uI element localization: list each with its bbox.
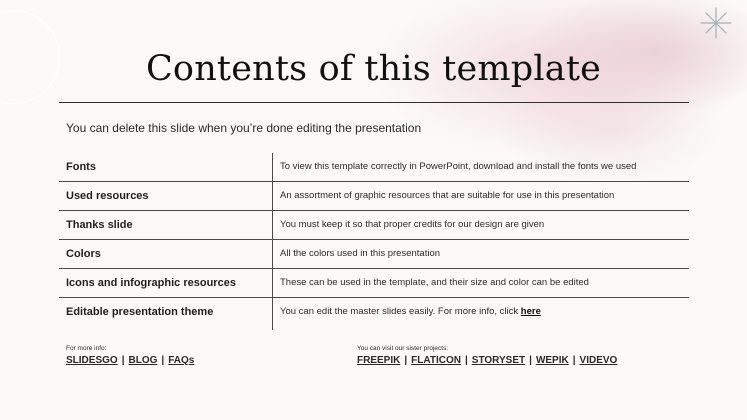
table-row-icons-infographic-resources: [59, 269, 689, 298]
row-label-colors: Colors: [66, 248, 101, 260]
table-row-editable-presentation-theme: [59, 298, 689, 330]
faqs-link[interactable]: FAQs: [168, 355, 195, 366]
row-label-editable-presentation-theme: Editable presentation theme: [66, 306, 214, 318]
row-description-prefix: You can edit the master slides easily. For more info, click: [280, 306, 521, 317]
footer-separator: |: [161, 355, 165, 366]
blog-link[interactable]: BLOG: [128, 355, 158, 366]
here-link[interactable]: here: [520, 306, 541, 317]
row-description-colors: All the colors used in this presentation: [280, 248, 441, 259]
contents-table: [59, 153, 689, 330]
freepik-link[interactable]: FREEPIK: [357, 355, 401, 366]
row-label-icons-infographic-resources: Icons and infographic resources: [66, 277, 236, 289]
footer-separator: |: [529, 355, 532, 366]
row-label-used-resources: Used resources: [66, 190, 149, 202]
footer-separator: |: [572, 355, 576, 366]
videvo-link[interactable]: VIDEVO: [579, 355, 618, 366]
flaticon-link[interactable]: FLATICON: [411, 355, 461, 366]
wepik-link[interactable]: WEPIK: [535, 355, 569, 366]
row-description-used-resources: An assortment of graphic resources that are suitable for use in this presentation: [280, 190, 615, 201]
table-row-used-resources: [59, 182, 689, 211]
footer-left-links: [66, 355, 194, 366]
row-description-fonts: To view this template correctly in PowerPoint, download and install the fonts we used: [280, 161, 637, 172]
title-divider: [59, 102, 689, 103]
row-description-editable-presentation-theme: [280, 306, 541, 317]
row-label-thanks-slide: Thanks slide: [66, 219, 133, 231]
footer-separator: |: [464, 355, 468, 366]
row-description-thanks-slide: You must keep it so that proper credits for our design are given: [280, 219, 545, 230]
footer-right-label: You can visit our sister projects:: [357, 345, 449, 352]
page-title: Contents of this template: [145, 49, 602, 89]
storyset-link[interactable]: STORYSET: [471, 355, 526, 366]
footer-separator: |: [404, 355, 408, 366]
sparkle-icon: [699, 6, 733, 40]
slide-subtitle: You can delete this slide when you’re done editing the presentation: [66, 121, 422, 135]
row-label-fonts: Fonts: [66, 161, 96, 173]
slidesgo-link[interactable]: SLIDESGO: [66, 355, 118, 366]
footer-sister-projects: [357, 345, 617, 366]
table-row-thanks-slide: [59, 211, 689, 240]
footer-separator: |: [121, 355, 125, 366]
footer-left-label: For more info:: [66, 345, 107, 352]
table-row-colors: [59, 240, 689, 269]
table-row-fonts: [59, 153, 689, 182]
footer-right-links: [357, 355, 617, 366]
footer-more-info: [66, 345, 194, 366]
row-description-icons-infographic-resources: These can be used in the template, and their size and color can be edited: [280, 277, 589, 288]
